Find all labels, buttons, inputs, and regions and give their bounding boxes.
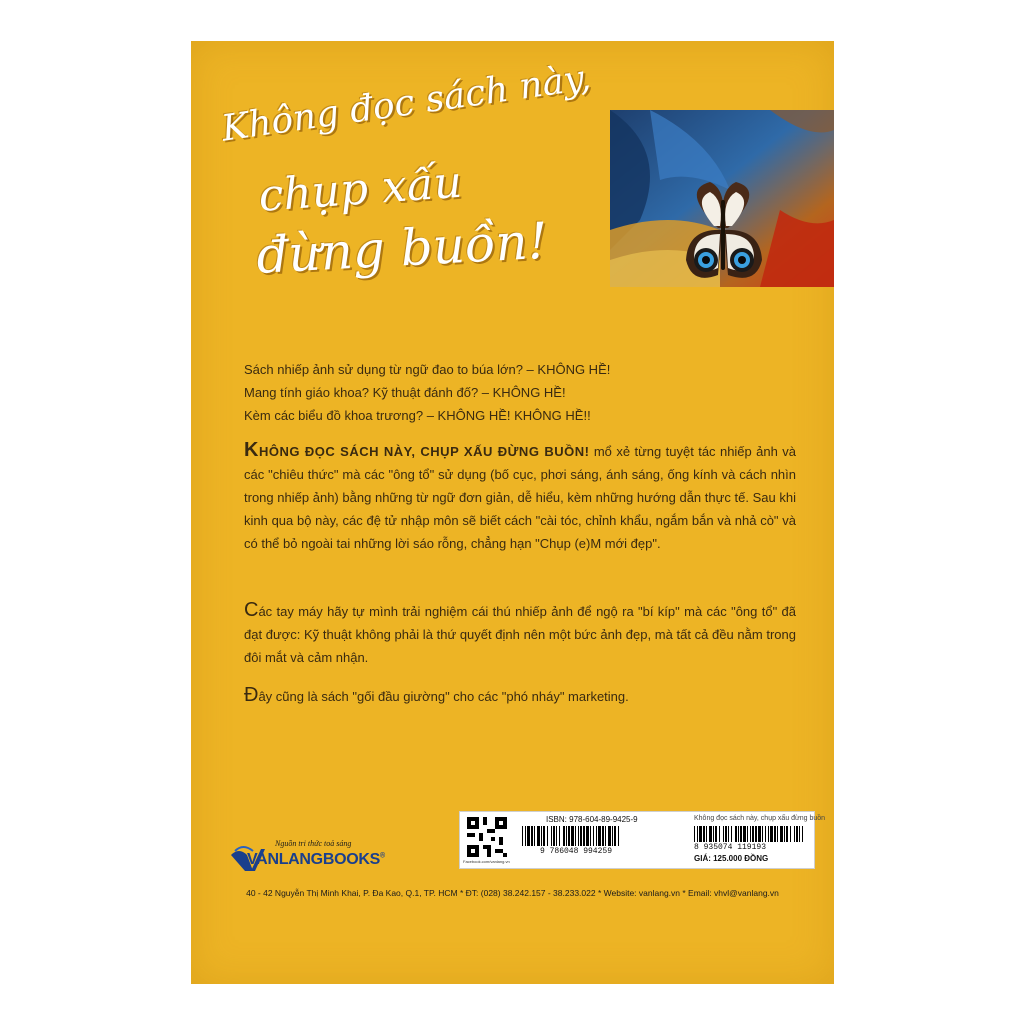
title-line-2: chụp xấu [257, 156, 464, 222]
butterfly-photo [610, 110, 834, 287]
publisher-logo [231, 839, 431, 889]
book-title-inline: HÔNG ĐỌC SÁCH NÀY, CHỤP XẤU ĐỪNG BUỒN! [258, 444, 590, 459]
paragraph-body: ác tay máy hãy tự mình trải nghiệm cái thú nhiếp ảnh để ngộ ra "bí kíp" mà các "ông tổ" đã đạt được: Kỹ thuật không phải là thứ quyết định nên một bức ảnh đẹp, mà tất cả đều nằm trong đôi mắt và cảm nhận. [244, 604, 796, 665]
book-back-cover [191, 41, 834, 984]
title-line-3: đừng buồn! [255, 211, 550, 285]
product-barcode [694, 826, 806, 842]
intro-line: Sách nhiếp ảnh sử dụng từ ngữ đao to búa lớn? – KHÔNG HỀ! [244, 362, 611, 377]
dropcap: K [244, 439, 259, 461]
paragraph-body: mổ xẻ từng tuyệt tác nhiếp ảnh và các "chiêu thức" mà các "ông tổ" sử dụng (bố cục, phơi sáng, ánh sáng, ống kính và cách nhìn trong nhiếp ảnh) bằng những từ ngữ đơn giản, dễ hiểu, kèm những hướng dẫn thực tế. Sau khi kinh qua bộ này, các đệ tử nhập môn sẽ biết cách "cài tóc, chỉnh khẩu, ngắm bắn và nhả cò" và có thể bỏ ngoài tai những lời sáo rỗng, chẳng hạn "Chụp (e)M mới đẹp". [244, 444, 796, 551]
description-paragraph-2 [244, 599, 796, 669]
price-label: GIÁ: 125.000 ĐỒNG [694, 854, 769, 863]
isbn-barcode-box [459, 811, 826, 869]
isbn-number: ISBN: 978-604-89-9425-9 [546, 815, 638, 824]
description-paragraph-3 [244, 684, 796, 708]
qr-code-icon [467, 817, 507, 857]
isbn-barcode [522, 826, 622, 846]
isbn-barcode-number: 9 786048 994259 [540, 847, 613, 856]
dropcap: C [244, 599, 259, 621]
dropcap: Đ [244, 684, 259, 706]
intro-line: Kèm các biểu đồ khoa trương? – KHÔNG HỀ! KHÔNG HỀ!! [244, 408, 591, 423]
book-title-small: Không đọc sách này, chụp xấu đừng buồn [694, 815, 826, 822]
publisher-tagline: Nguồn tri thức toả sáng [275, 839, 352, 848]
registered-mark: ® [380, 852, 385, 860]
publisher-name-text: VANLANGBOOKS [247, 851, 380, 868]
publisher-contact-footer: 40 - 42 Nguyễn Thị Minh Khai, P. Đa Kao, Q.1, TP. HCM * ĐT: (028) 38.242.157 - 38.233.022 * Website: vanlang.vn * Email: vhvl@vanlang.vn [246, 888, 779, 898]
product-barcode-number: 8 935074 119193 [694, 843, 767, 852]
intro-questions [244, 358, 804, 427]
qr-caption: Facebook.com/vanlang.vn [463, 859, 510, 864]
paragraph-body: ây cũng là sách "gối đầu giường" cho các "phó nháy" marketing. [258, 689, 629, 704]
title-line-1: Không đọc sách này, [219, 57, 594, 150]
description-paragraph-1 [244, 439, 796, 555]
intro-line: Mang tính giáo khoa? Kỹ thuật đánh đố? – KHÔNG HỀ! [244, 385, 566, 400]
publisher-name [247, 851, 385, 869]
